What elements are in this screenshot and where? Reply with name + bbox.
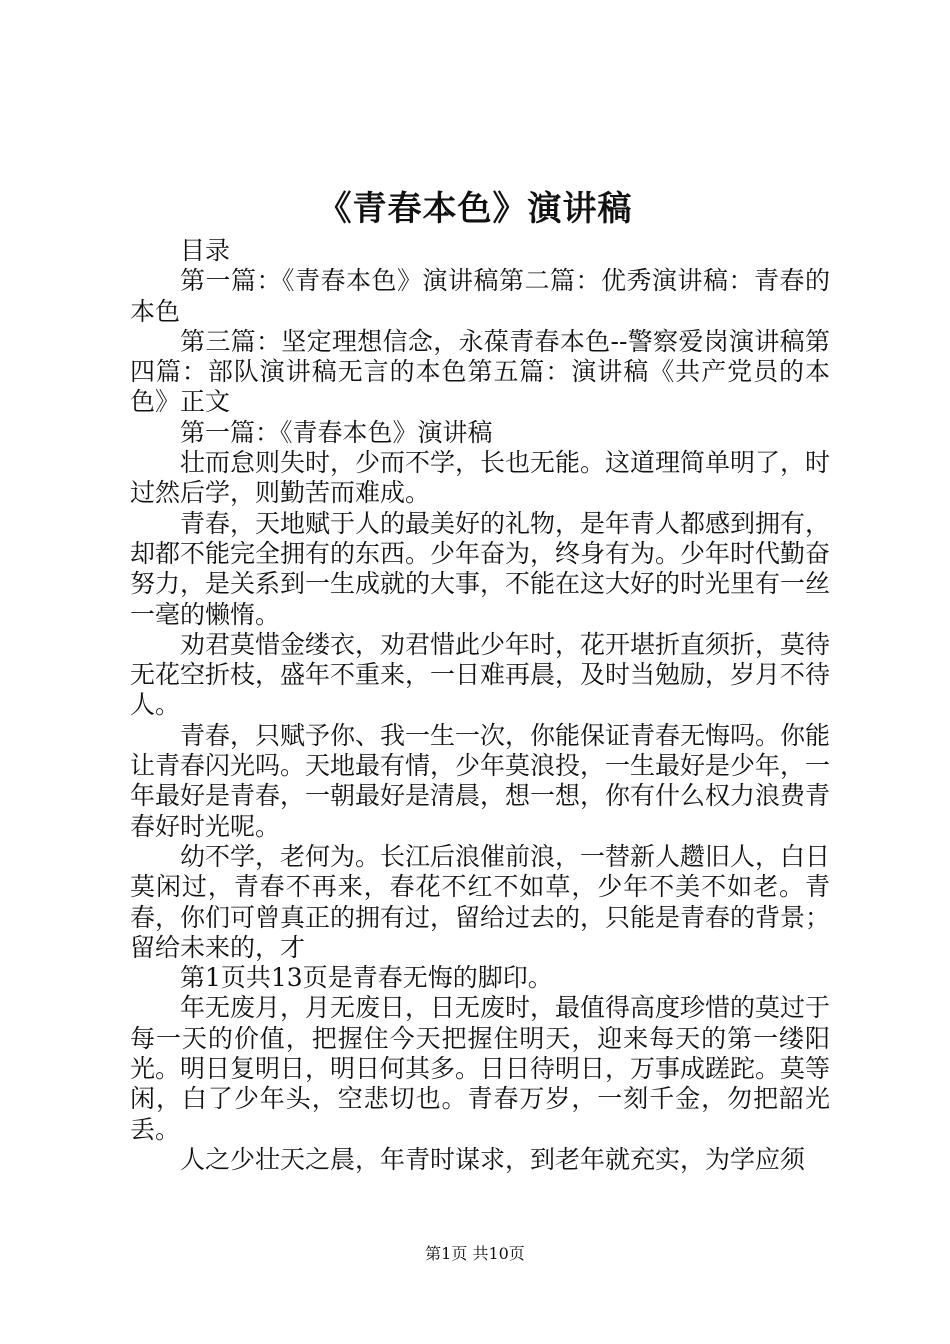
body-paragraph: 第1页共13页是青春无悔的脚印。	[180, 963, 553, 993]
toc-entry-3-5: 第三篇：坚定理想信念，永葆青春本色--警察爱岗演讲稿第四篇：部队演讲稿无言的本色第五篇：演讲稿《共产党员的本色》正文	[130, 326, 830, 417]
body-paragraph: 劝君莫惜金缕衣，劝君惜此少年时，花开堪折直须折，莫待无花空折枝，盛年不重来，一日难再晨，及时当勉励，岁月不待人。	[130, 629, 831, 720]
body-paragraph: 青春，只赋予你、我一生一次，你能保证青春无悔吗。你能让青春闪光吗。天地最有情，少年莫浪投，一生最好是少年，一年最好是青春，一朝最好是清晨，想一想，你有什么权力浪费青春好时光呢。	[130, 720, 831, 841]
body-paragraph: 人之少壮天之晨，年青时谋求，到老年就充实，为学应须	[180, 1144, 806, 1174]
toc-heading: 目录	[180, 236, 231, 265]
document-body	[130, 236, 830, 1175]
body-paragraph: 年无废月，月无废日，日无废时，最值得高度珍惜的莫过于每一天的价值，把握住今天把握住明天，迎来每天的第一缕阳光。明日复明日，明日何其多。日日待明日，万事成蹉跎。莫等闲，白了少年头，空悲切也。青春万岁，一刻千金，勿把韶光丢。	[130, 993, 831, 1144]
document-title: 《青春本色》演讲稿	[317, 189, 633, 229]
section-heading: 第一篇：《青春本色》演讲稿	[180, 417, 493, 447]
toc-entry-1-2: 第一篇：《青春本色》演讲稿第二篇：优秀演讲稿：青春的本色	[130, 266, 830, 326]
body-paragraph: 壮而怠则失时，少而不学，长也无能。这道理简单明了，时过然后学，则勤苦而难成。	[130, 448, 831, 508]
page-footer: 第1页 共10页	[425, 1244, 525, 1263]
body-paragraph: 青春，天地赋于人的最美好的礼物，是年青人都感到拥有，却都不能完全拥有的东西。少年奋为，终身有为。少年时代勤奋努力，是关系到一生成就的大事，不能在这大好的时光里有一丝一毫的懒惰。	[130, 508, 831, 629]
body-paragraph: 幼不学，老何为。长江后浪催前浪，一替新人趱旧人，白日莫闲过，青春不再来，春花不红不如草，少年不美不如老。青春，你们可曾真正的拥有过，留给过去的，只能是青春的背景；留给未来的，才	[130, 841, 831, 962]
